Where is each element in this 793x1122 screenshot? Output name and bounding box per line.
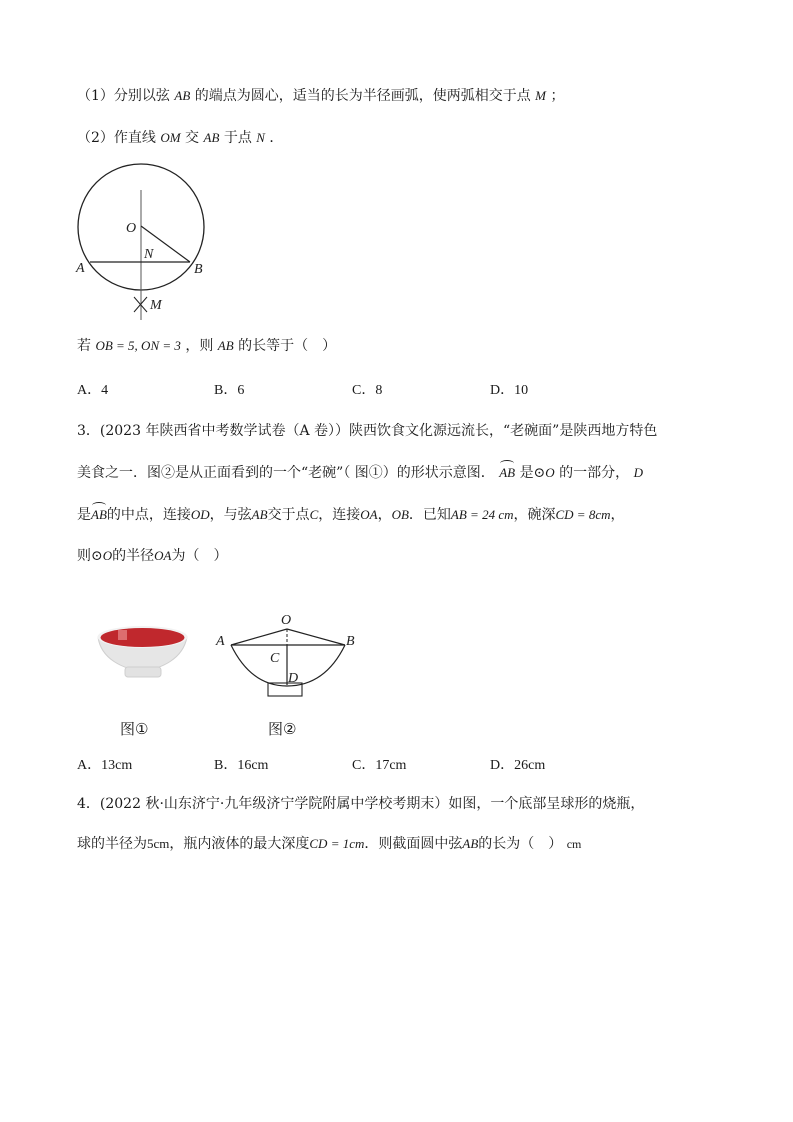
text: 美食之一．图②是从正面看到的一个“老碗”（ 图①）的形状示意图． [77,465,495,481]
bowl-diagram [213,600,363,700]
label-a: A [76,261,85,276]
text: 的半径 [112,548,155,564]
q2-option-b[interactable]: B．6 [214,383,245,398]
text: ； [550,88,565,104]
text: 是 [77,507,91,523]
math-om: OM [160,130,181,145]
math-oa: OA [360,507,378,522]
q4-line1: 4．(2022 秋·山东济宁·九年级济宁学院附属中学校考期末）如图，一个底部呈球形的烧瓶， [77,796,645,812]
q3-option-a[interactable]: A．13cm [77,758,133,773]
unit-cm: cm [566,837,582,851]
highlight [118,630,127,640]
q2-question [77,336,336,356]
q3-line2 [77,463,643,483]
text: 是⊙ [519,465,546,481]
bowl-foot [125,667,161,677]
segment-oa [231,629,287,645]
text: ， [610,507,625,523]
math-d: D [633,465,643,480]
math-arc-ab: AB [499,463,515,483]
figure2-caption: 图② [268,720,297,738]
text: 则⊙ [77,548,103,564]
text: ，瓶内液体的最大深度 [169,836,310,852]
text: 于点 [223,130,252,146]
math-given: OB = 5, ON = 3 [95,338,181,353]
math-arc-ab: AB [91,505,107,525]
text: 交 [185,130,200,146]
q3-option-b[interactable]: B．16cm [214,758,269,773]
text: 的一部分， [559,465,630,481]
math-ab: AB [217,338,234,353]
segment-ob [287,629,345,645]
text: 的长为（ ） [478,836,563,852]
q2-option-c[interactable]: C．8 [352,383,383,398]
text: ，与弦 [209,507,252,523]
text: （2）作直线 [77,130,156,146]
q2-circle-figure [60,160,230,320]
text: ，则 [185,338,214,354]
figure1-caption: 图① [120,720,149,738]
bowl-photo [95,625,190,685]
label-m: M [150,298,162,313]
text: ． [269,130,284,146]
math-c: C [309,507,319,522]
label-b: B [346,634,355,649]
label-a: A [216,634,225,649]
q2-option-a[interactable]: A．4 [77,383,109,398]
q4-line2 [77,834,581,854]
math-cd-value: CD = 8cm [555,507,611,522]
text: 交于点 [267,507,310,523]
label-o: O [281,613,292,628]
math-ab: AB [203,130,220,145]
text: ，碗深 [513,507,556,523]
q2-option-d[interactable]: D．10 [490,383,529,398]
q3-line1: 3．(2023 年陕西省中考数学试卷（A 卷））陕西饮食文化源远流长，“老碗面”是陕西地方特色 [77,423,658,439]
math-o: O [545,465,555,480]
q3-line4 [77,546,227,566]
q3-option-c[interactable]: C．17cm [352,758,407,773]
label-b: B [194,262,203,277]
math-ab: AB [251,507,268,522]
q3-option-d[interactable]: D．26cm [490,758,546,773]
bowl-inside [101,628,185,647]
text: 球的半径为 [77,836,147,852]
math-o: O [102,548,113,563]
q3-line3 [77,505,624,525]
text: 的端点为圆心，适当的长为半径画弧，使两弧相交于点 [194,88,531,104]
math-n: N [256,130,265,145]
math-cd-value: CD = 1cm [309,836,365,851]
math-oa: OA [154,548,172,563]
math-ab: AB [174,88,191,103]
q2-step1 [77,86,564,106]
label-n: N [144,247,154,262]
label-d: D [288,671,299,686]
math-radius: 5cm [147,836,170,851]
text: 的中点，连接 [106,507,191,523]
math-od: OD [190,507,210,522]
math-ab: AB [462,836,479,851]
label-c: C [270,651,280,666]
text: 若 [77,338,91,354]
text: 的长等于（ ） [238,338,337,354]
text: ，连接 [318,507,361,523]
text: ．已知 [408,507,451,523]
text: 为（ ） [171,548,228,564]
math-m: M [535,88,547,103]
label-o: O [126,221,137,236]
text: ．则截面圆中弦 [364,836,463,852]
math-ob: OB [391,507,409,522]
text: ， [377,507,392,523]
text: （1）分别以弦 [77,88,170,104]
q2-step2 [77,128,283,148]
math-ab-value: AB = 24 cm [450,507,514,522]
